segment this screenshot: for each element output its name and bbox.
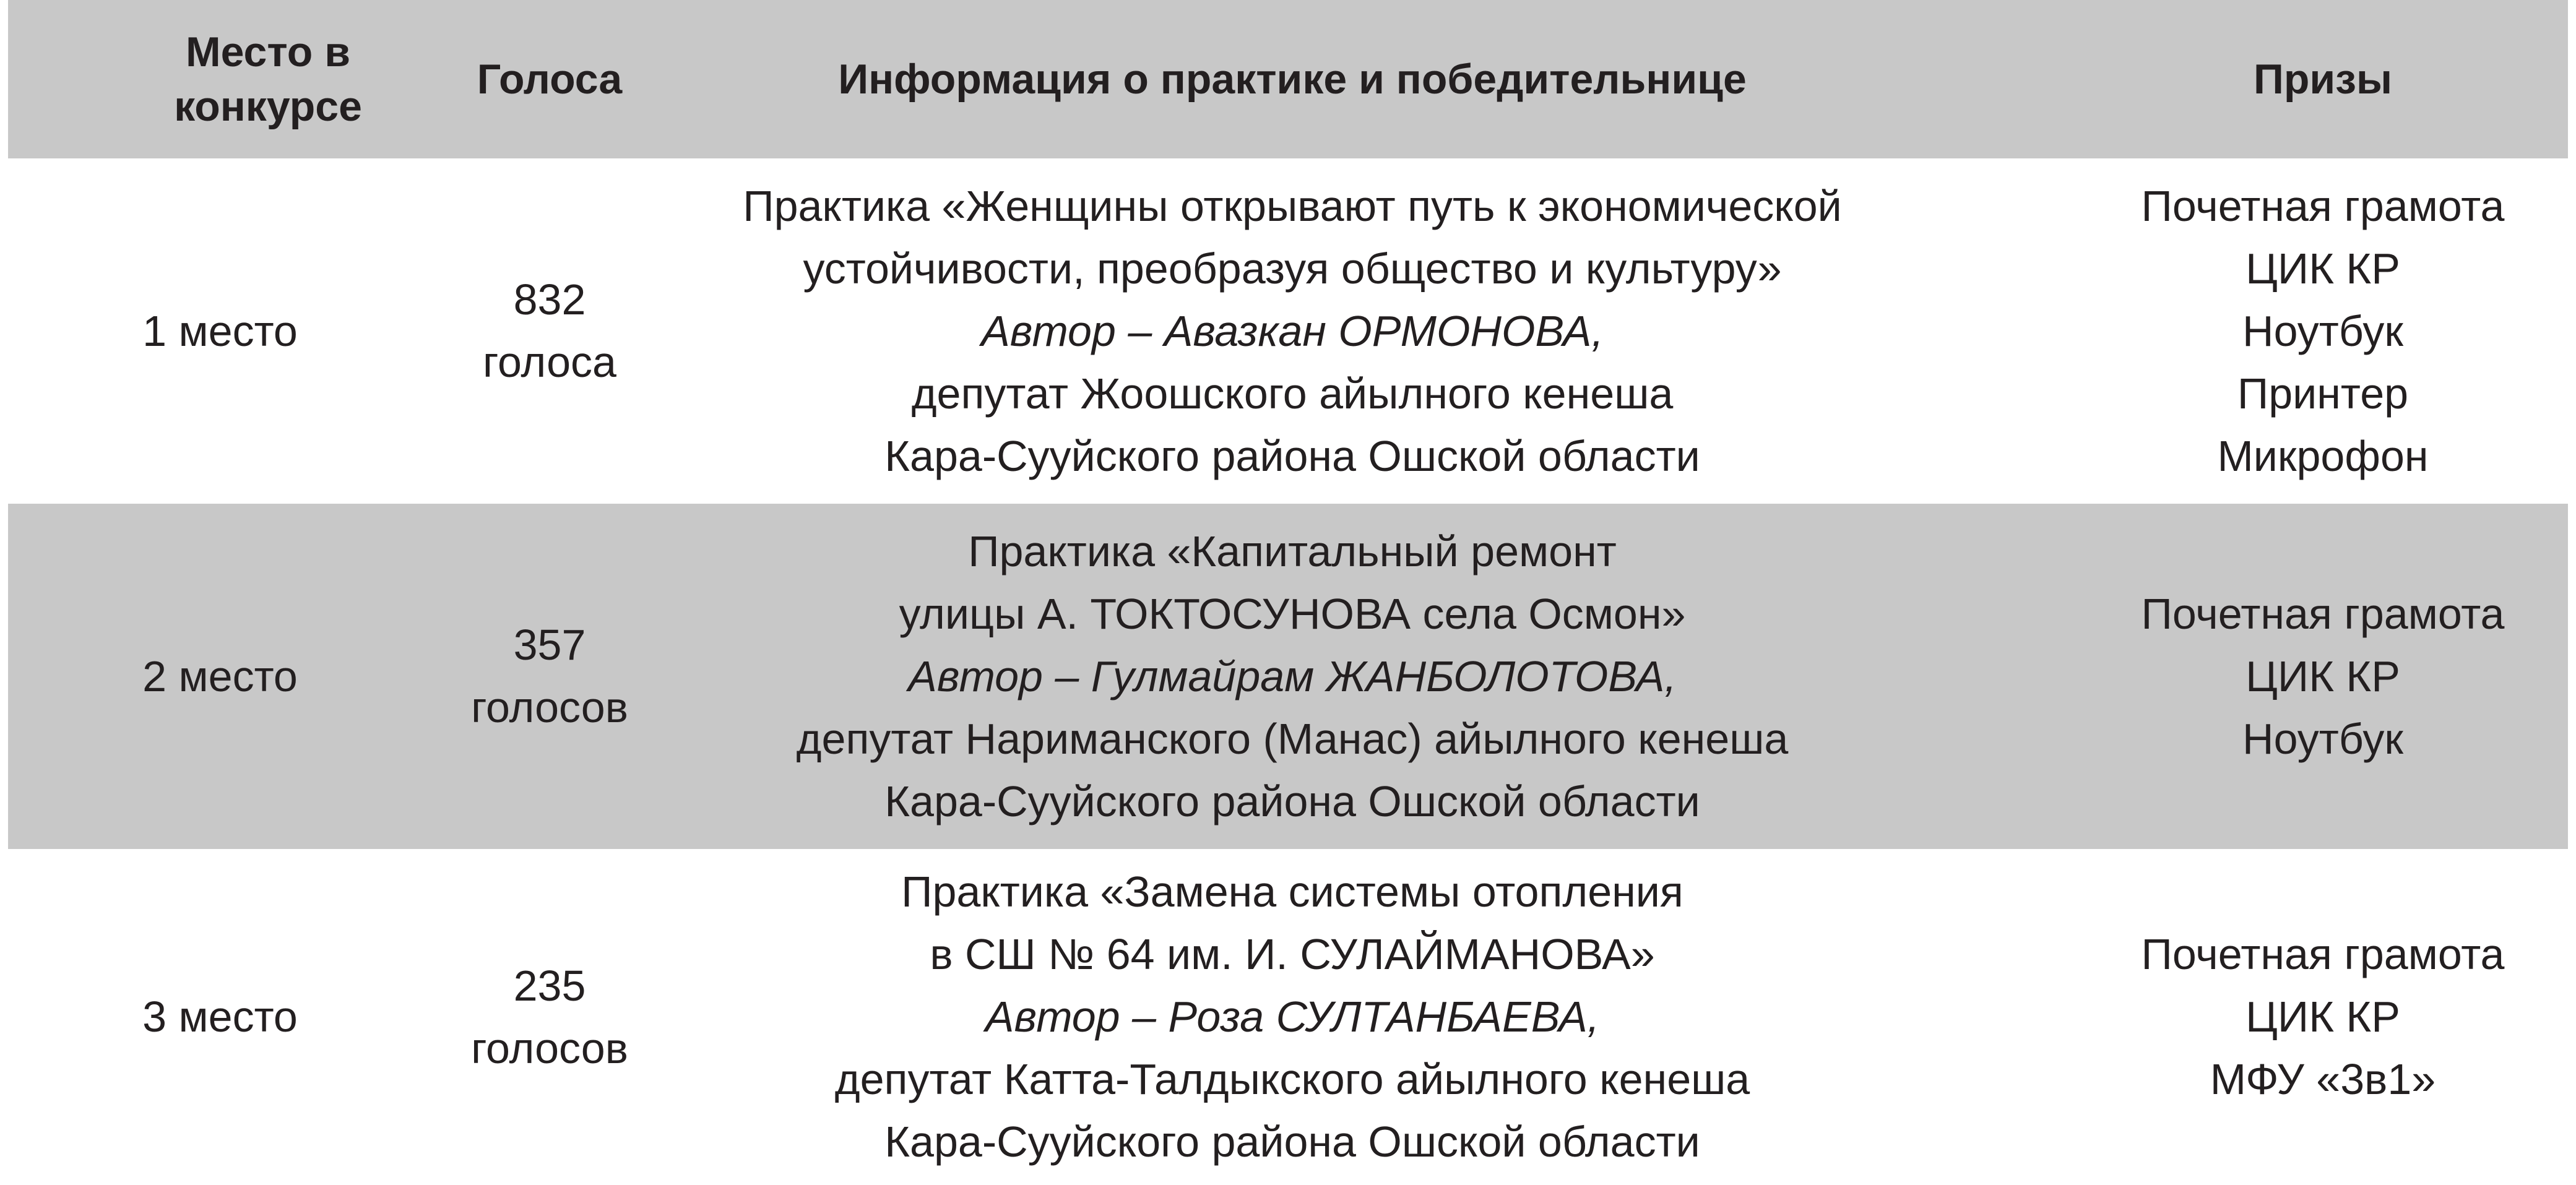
votes-unit: голосов	[471, 1023, 628, 1072]
header-prizes	[2020, 0, 2576, 158]
prize-item: Микрофон	[2217, 431, 2429, 480]
prize-item: Почетная грамота	[2141, 181, 2505, 230]
votes-count: 832	[513, 275, 586, 324]
prize-item: ЦИК КР	[2245, 652, 2400, 700]
author-region: Кара-Сууйского района Ошской области	[884, 1118, 1700, 1166]
author-name: Автор – Гулмайрам ЖАНБОЛОТОВА,	[908, 652, 1677, 700]
prize-item: Ноутбук	[2242, 714, 2403, 763]
prize-item: Почетная грамота	[2141, 589, 2505, 638]
author-position: депутат Катта-Талдыкского айылного кенеша	[834, 1055, 1750, 1103]
info-cell	[720, 158, 1865, 504]
header-info	[720, 0, 1865, 158]
prize-item: Ноутбук	[2242, 306, 2403, 355]
practice-title: в СШ № 64 им. И. СУЛАЙМАНОВА»	[930, 930, 1655, 978]
header-votes	[379, 0, 720, 158]
header-prizes-label: Призы	[2253, 56, 2393, 103]
author-name: Автор – Авазкан ОРМОНОВА,	[981, 306, 1604, 355]
votes-count: 235	[513, 961, 586, 1010]
prize-item: МФУ «3в1»	[2210, 1055, 2436, 1103]
prizes-cell	[2026, 849, 2576, 1185]
header-place-line: Место в	[185, 28, 351, 75]
table-header	[8, 0, 2568, 158]
table-row	[8, 849, 2568, 1185]
prizes-cell	[2026, 158, 2576, 504]
place-label: 1 место	[142, 306, 298, 355]
header-info-label: Информация о практике и победительнице	[838, 56, 1747, 103]
votes-cell	[379, 504, 720, 849]
place-cell	[58, 849, 383, 1185]
practice-title: Практика «Капитальный ремонт	[968, 527, 1617, 575]
author-position: депутат Нариманского (Манас) айылного кенеша	[796, 714, 1789, 763]
author-region: Кара-Сууйского района Ошской области	[884, 431, 1700, 480]
header-votes-label: Голоса	[477, 56, 623, 103]
header-place-line: конкурсе	[174, 83, 362, 130]
votes-unit: голоса	[483, 338, 616, 386]
votes-count: 357	[513, 621, 586, 669]
prize-item: ЦИК КР	[2245, 993, 2400, 1041]
prize-item: Почетная грамота	[2141, 930, 2505, 978]
votes-cell	[379, 849, 720, 1185]
prize-item: ЦИК КР	[2245, 244, 2400, 293]
practice-title: Практика «Замена системы отопления	[901, 868, 1683, 916]
votes-unit: голосов	[471, 683, 628, 731]
place-cell	[58, 504, 383, 849]
practice-title: улицы А. ТОКТОСУНОВА села Осмон»	[899, 589, 1686, 638]
info-cell	[720, 849, 1865, 1185]
place-label: 3 место	[142, 993, 298, 1041]
author-region: Кара-Сууйского района Ошской области	[884, 777, 1700, 825]
table-row	[8, 158, 2568, 504]
votes-cell	[379, 158, 720, 504]
prize-item: Принтер	[2237, 369, 2409, 418]
practice-title: Практика «Женщины открывают путь к экономической	[743, 181, 1842, 230]
author-position: депутат Жоошского айылного кенеша	[911, 369, 1674, 418]
prizes-cell	[2026, 504, 2576, 849]
info-cell	[720, 504, 1865, 849]
practice-title: устойчивости, преобразуя общество и культуру»	[803, 244, 1782, 293]
author-name: Автор – Роза СУЛТАНБАЕВА,	[985, 993, 1600, 1041]
place-label: 2 место	[142, 652, 298, 700]
table-row	[8, 504, 2568, 849]
place-cell	[58, 158, 383, 504]
